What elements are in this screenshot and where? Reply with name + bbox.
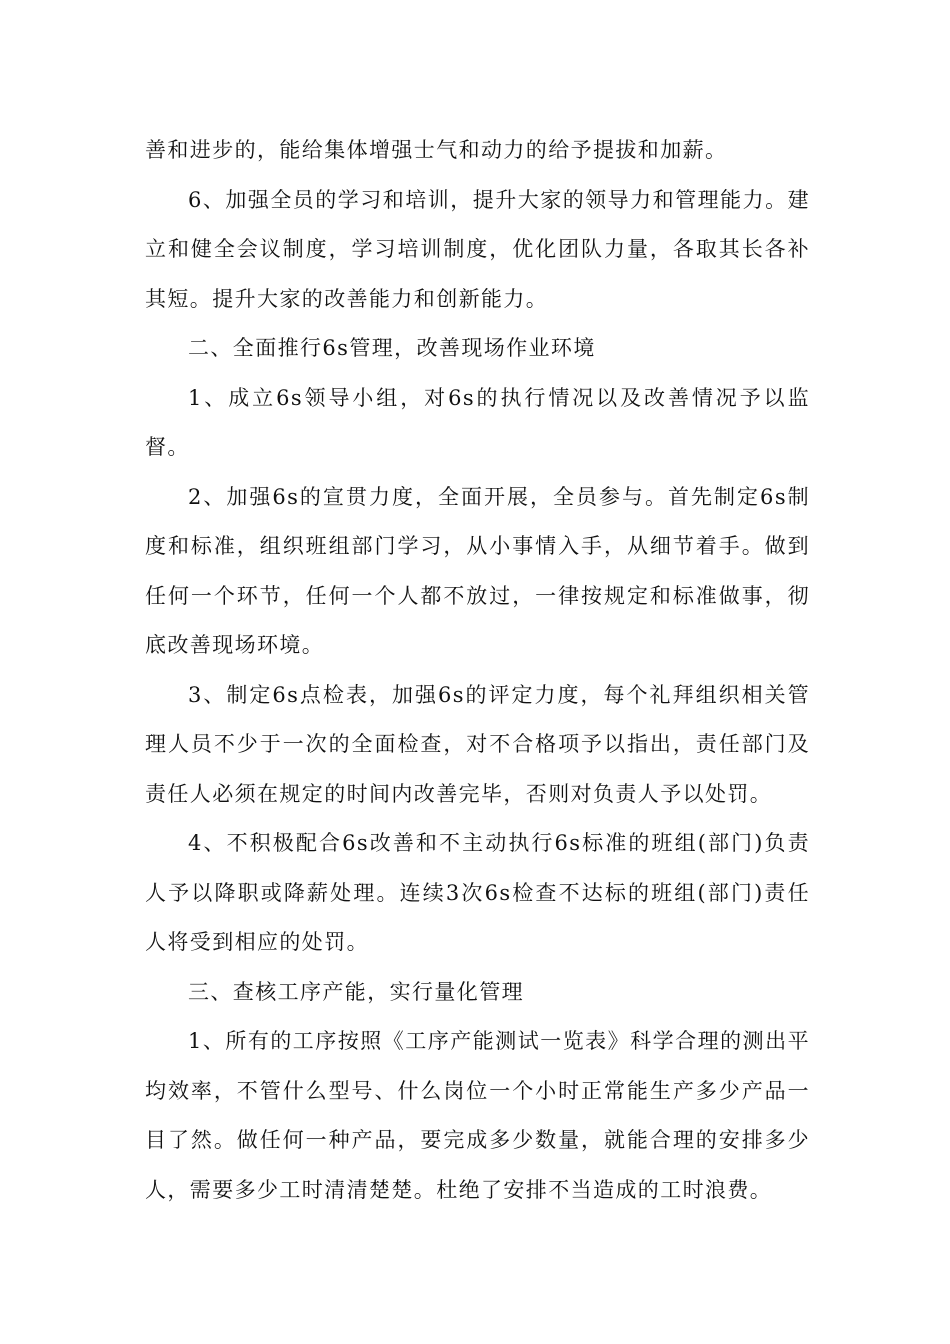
section-heading-2: 二、全面推行6s管理，改善现场作业环境 xyxy=(188,336,596,360)
paragraph-item-2: 2、加强6s的宣贯力度，全面开展，全员参与。首先制定6s制度和标准，组织班组部门学习，从小事情入手，从细节着手。做到任何一个环节，任何一个人都不放过，一律按规定和标准做事，彻底改善现场环境。 xyxy=(145,484,810,657)
paragraph-continuation: 善和进步的，能给集体增强士气和动力的给予提拔和加薪。 xyxy=(145,138,728,162)
paragraph-item-3: 3、制定6s点检表，加强6s的评定力度，每个礼拜组织相关管理人员不少于一次的全面检查，对不合格项予以指出，责任部门及责任人必须在规定的时间内改善完毕，否则对负责人予以处罚。 xyxy=(145,682,810,806)
paragraph-item-1b: 1、所有的工序按照《工序产能测试一览表》科学合理的测出平均效率，不管什么型号、什么岗位一个小时正常能生产多少产品一目了然。做任何一种产品，要完成多少数量，就能合理的安排多少人，需要多少工时清清楚楚。杜绝了安排不当造成的工时浪费。 xyxy=(145,1029,810,1202)
paragraph-item-1: 1、成立6s领导小组，对6s的执行情况以及改善情况予以监督。 xyxy=(145,385,810,459)
document-body xyxy=(145,126,810,1215)
section-heading-3: 三、查核工序产能，实行量化管理 xyxy=(188,979,524,1004)
paragraph-item-4: 4、不积极配合6s改善和不主动执行6s标准的班组(部门)负责人予以降职或降薪处理。连续3次6s检查不达标的班组(部门)责任人将受到相应的处罚。 xyxy=(145,831,810,954)
paragraph-item-6: 6、加强全员的学习和培训，提升大家的领导力和管理能力。建立和健全会议制度，学习培训制度，优化团队力量，各取其长各补其短。提升大家的改善能力和创新能力。 xyxy=(145,187,810,311)
